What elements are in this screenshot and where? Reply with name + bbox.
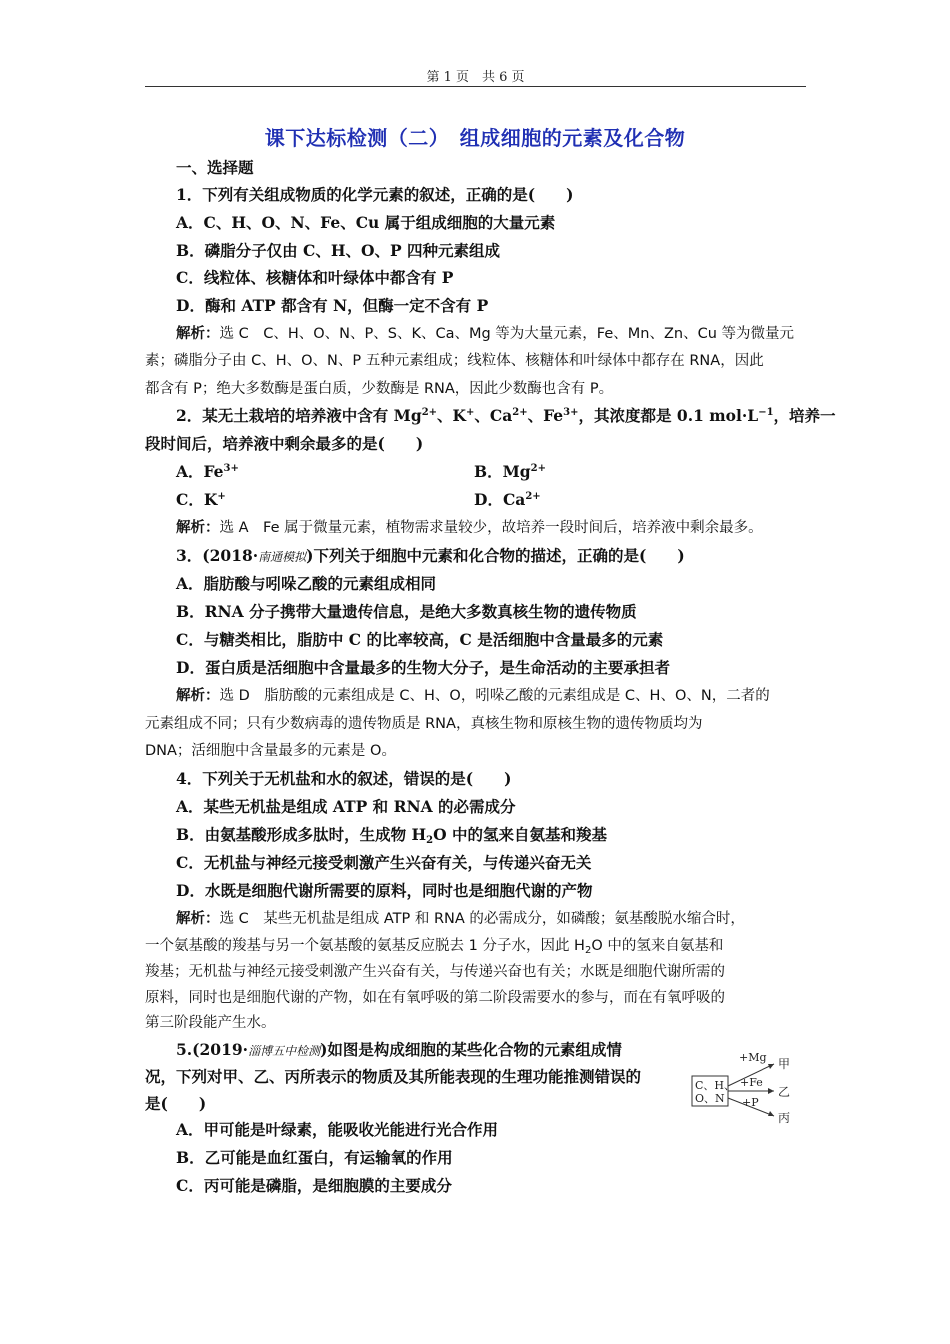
q5-option-b: B．乙可能是血红蛋白，有运输氧的作用 (176, 1148, 453, 1167)
label-add-p: +P (742, 1096, 759, 1109)
q2-option-c: C．K+ (176, 490, 226, 509)
q3-stem: 3．(2018·南通模拟)下列关于细胞中元素和化合物的描述，正确的是( ) (176, 546, 685, 565)
q3-option-c: C．与糖类相比，脂肪中 C 的比率较高，C 是活细胞中含量最多的元素 (176, 630, 664, 649)
header-rule (145, 86, 806, 87)
q2-option-a: A．$Fe^{3+}$ (176, 462, 239, 481)
q4-option-c: C．无机盐与神经元接受刺激产生兴奋有关，与传递兴奋无关 (176, 853, 592, 872)
q4-explanation-line3: 羧基；无机盐与神经元接受刺激产生兴奋有关，与传递兴奋也有关；水既是细胞代谢所需的 (145, 964, 725, 980)
page-header: 第 1 页 共 6 页 (426, 70, 525, 85)
q5-stem-line1: 5.(2019·淄博五中检测)如图是构成细胞的某些化合物的元素组成情 (176, 1040, 622, 1059)
q5-stem-line3: 是( ) (145, 1094, 207, 1113)
q5-option-c: C．丙可能是磷脂，是细胞膜的主要成分 (176, 1176, 452, 1195)
q1-option-d: D．酶和 ATP 都含有 N，但酶一定不含有 P (176, 296, 489, 315)
explanation-label: 解析： (176, 519, 220, 536)
label-yi: 乙 (778, 1085, 791, 1099)
q3-explanation-line2: 元素组成不同；只有少数病毒的遗传物质是 RNA，真核生物和原核生物的遗传物质均为 (145, 716, 703, 732)
q4-explanation-line4: 原料，同时也是细胞代谢的产物，如在有氧呼吸的第二阶段需要水的参与，而在有氧呼吸的 (145, 990, 725, 1006)
q1-explanation-line2: 素；磷脂分子由 C、H、O、N、P 五种元素组成；线粒体、核糖体和叶绿体中都存在 RNA，因此 (145, 353, 764, 369)
q2-stem-line1: 2．某无土栽培的培养液中含有 $Mg^{2+}$、K+、$Ca^{2+}$、$Fe^{3+}$，其浓度都是 0.1 $mol\cdot L^{-1}$，培养一 (176, 406, 836, 425)
q5-stem-line2: 况，下列对甲、乙、丙所表示的物质及其所能表现的生理功能推测错误的 (145, 1067, 642, 1086)
q1-option-b: B．磷脂分子仅由 C、H、O、P 四种元素组成 (176, 241, 501, 260)
q1-option-c: C．线粒体、核糖体和叶绿体中都含有 P (176, 268, 454, 287)
q2-stem-line2: 段时间后，培养液中剩余最多的是( ) (145, 434, 424, 453)
q4-option-a: A．某些无机盐是组成 ATP 和 RNA 的必需成分 (176, 797, 516, 816)
q2-option-b: B．$Mg^{2+}$ (474, 462, 546, 481)
diagram-box-line1: C、H、 (695, 1079, 736, 1092)
q4-explanation-line2: 一个氨基酸的羧基与另一个氨基酸的氨基反应脱去 1 分子水，因此 $H_2O$ 中的氢来自氨基和 (145, 938, 724, 956)
q2-option-d: D．$Ca^{2+}$ (474, 490, 541, 509)
label-bing: 丙 (778, 1111, 791, 1124)
q4-option-d: D．水既是细胞代谢所需要的原料，同时也是细胞代谢的产物 (176, 881, 593, 900)
q3-explanation-line1: 解析：选 D 脂肪酸的元素组成是 C、H、O，吲哚乙酸的元素组成是 C、H、O、N，二者的 (176, 687, 770, 704)
q1-stem: 1．下列有关组成物质的化学元素的叙述，正确的是( ) (176, 185, 574, 204)
q3-option-b: B．RNA 分子携带大量遗传信息，是绝大多数真核生物的遗传物质 (176, 602, 637, 621)
q4-explanation-line1: 解析：选 C 某些无机盐是组成 ATP 和 RNA 的必需成分，如磷酸；氨基酸脱水缩合时， (176, 910, 745, 927)
q5-source: 淄博五中检测 (248, 1044, 321, 1058)
q4-explanation-line5: 第三阶段能产生水。 (145, 1015, 276, 1031)
q4-stem: 4．下列关于无机盐和水的叙述，错误的是( ) (176, 769, 512, 788)
arrowhead-yi (768, 1088, 774, 1094)
label-jia: 甲 (778, 1057, 791, 1071)
q3-option-d: D．蛋白质是活细胞中含量最多的生物大分子，是生命活动的主要承担者 (176, 658, 670, 677)
q3-explanation-line3: DNA；活细胞中含量最多的元素是 O。 (145, 743, 396, 759)
page-title: 课下达标检测（二） 组成细胞的元素及化合物 (264, 126, 686, 150)
q1-explanation-line3: 都含有 P；绝大多数酶是蛋白质，少数酶是 RNA，因此少数酶也含有 P。 (145, 381, 614, 397)
diagram-box-line2: O、N (695, 1092, 725, 1105)
explanation-label: 解析： (176, 325, 220, 342)
explanation-label: 解析： (176, 687, 220, 704)
label-add-mg: +Mg (739, 1051, 767, 1064)
q1-option-a: A．C、H、O、N、Fe、Cu 属于组成细胞的大量元素 (176, 213, 556, 232)
q2-explanation: 解析：选 A Fe 属于微量元素，植物需求量较少，故培养一段时间后，培养液中剩余最多。 (176, 519, 763, 536)
section-heading: 一、选择题 (176, 158, 254, 177)
q3-option-a: A．脂肪酸与吲哚乙酸的元素组成相同 (176, 574, 437, 593)
element-diagram (690, 1044, 800, 1124)
q1-explanation-line1: 解析：选 C C、H、O、N、P、S、K、Ca、Mg 等为大量元素，Fe、Mn、Zn、Cu 等为微量元 (176, 325, 795, 342)
label-add-fe: +Fe (740, 1076, 763, 1089)
q4-option-b: B．由氨基酸形成多肽时，生成物 $H_2O$ 中的氢来自氨基和羧基 (176, 825, 608, 846)
q3-source: 南通模拟 (258, 550, 307, 564)
explanation-label: 解析： (176, 910, 220, 927)
q5-option-a: A．甲可能是叶绿素，能吸收光能进行光合作用 (176, 1120, 499, 1139)
